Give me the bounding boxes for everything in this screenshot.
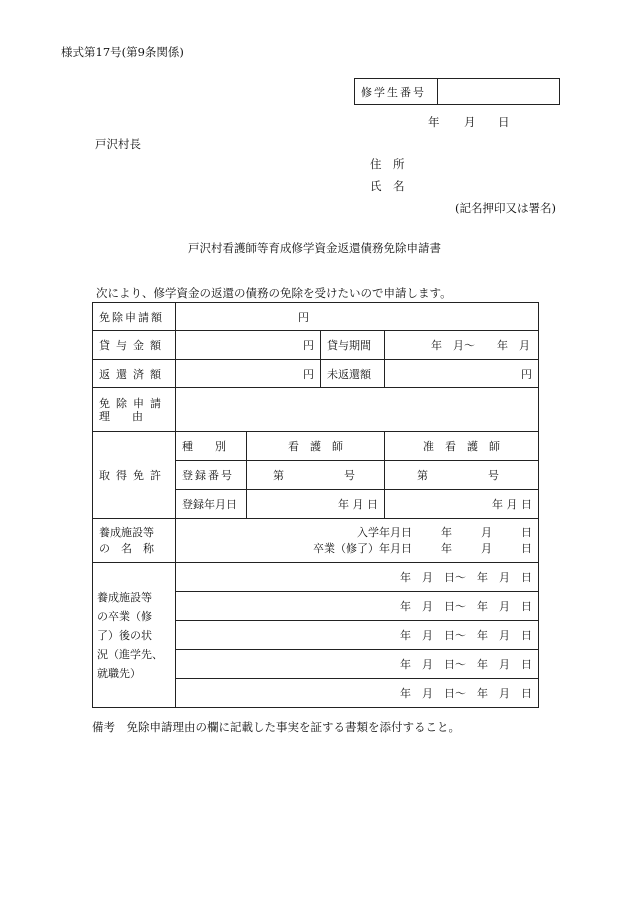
graduation-date-label: 卒業（修了）年月日 (313, 541, 412, 555)
admission-day: 日 (521, 525, 532, 539)
loan-amount-field[interactable] (176, 331, 321, 360)
assoc-registration-field[interactable] (385, 461, 539, 490)
repaid-field[interactable] (176, 360, 321, 388)
status-label-line4: 況（進学先、 (97, 647, 163, 661)
remarks: 備考 免除申請理由の欄に記載した事実を証する書類を添付すること。 (92, 720, 460, 734)
status-label-line1: 養成施設等 (97, 590, 152, 604)
assoc-reg-gou: 号 (488, 469, 499, 482)
status-row-1[interactable]: 年 月 日～ 年 月 日 (176, 563, 539, 592)
facility-label (93, 519, 176, 563)
date-day: 日 (498, 115, 510, 129)
admission-date-row (182, 525, 532, 541)
repaid-yen: 円 (303, 367, 314, 381)
status-label (93, 563, 176, 708)
nurse-registration-date-field[interactable]: 年 月 日 (247, 490, 385, 519)
status-row-5[interactable]: 年 月 日～ 年 月 日 (176, 679, 539, 708)
unpaid-yen: 円 (521, 367, 532, 381)
name-label: 氏 名 (370, 179, 405, 193)
assoc-reg-dai: 第 (417, 469, 428, 482)
unpaid-label: 未返還額 (321, 360, 385, 388)
status-label-line5: 就職先） (97, 666, 141, 680)
unpaid-field[interactable] (385, 360, 539, 388)
repaid-label: 返還済額 (93, 360, 176, 388)
reason-label-line1: 免除申請 (99, 396, 167, 410)
reason-label (93, 388, 176, 432)
admission-year: 年 (441, 525, 452, 539)
loan-period-field[interactable]: 年 月～ 年 月 (385, 331, 539, 360)
nurse-reg-gou: 号 (344, 469, 355, 482)
registration-number-label: 登録番号 (176, 461, 247, 490)
document-title: 戸沢村看護師等育成修学資金返還債務免除申請書 (188, 241, 441, 255)
loan-period-label: 貸与期間 (321, 331, 385, 360)
facility-field[interactable] (176, 519, 539, 563)
form-number: 様式第17号(第9条関係) (61, 45, 184, 59)
nurse-reg-dai: 第 (273, 469, 284, 482)
admission-month: 月 (481, 525, 492, 539)
graduation-date-row (182, 541, 532, 557)
addressee: 戸沢村長 (95, 137, 141, 151)
address-label: 住 所 (370, 157, 405, 171)
graduation-day: 日 (521, 541, 532, 555)
admission-date-label: 入学年月日 (357, 525, 412, 539)
status-row-2[interactable]: 年 月 日～ 年 月 日 (176, 592, 539, 621)
student-number-field[interactable] (438, 79, 560, 105)
student-number-label: 修学生番号 (355, 79, 438, 105)
nurse-registration-field[interactable] (247, 461, 385, 490)
intro-text: 次により、修学資金の返還の債務の免除を受けたいので申請します。 (96, 286, 452, 300)
status-row-3[interactable]: 年 月 日～ 年 月 日 (176, 621, 539, 650)
date-year: 年 (428, 115, 440, 129)
date-month: 月 (464, 115, 476, 129)
license-nurse: 看 護 師 (247, 432, 385, 461)
license-assoc-nurse: 准 看 護 師 (385, 432, 539, 461)
status-row-4[interactable]: 年 月 日～ 年 月 日 (176, 650, 539, 679)
assoc-registration-date-field[interactable]: 年 月 日 (385, 490, 539, 519)
graduation-month: 月 (481, 541, 492, 555)
status-label-line2: の卒業（修 (97, 609, 152, 623)
student-number-box (354, 78, 560, 105)
license-type-label: 種 別 (176, 432, 247, 461)
facility-label-line2: の 名 称 (99, 541, 154, 555)
graduation-year: 年 (441, 541, 452, 555)
status-label-line3: 了）後の状 (97, 628, 152, 642)
loan-amount-label: 貸与金額 (93, 331, 176, 360)
exempt-amount-field[interactable] (176, 303, 539, 331)
facility-label-line1: 養成施設等 (99, 525, 154, 539)
exempt-amount-yen: 円 (298, 310, 309, 324)
signature-note: (記名押印又は署名) (455, 201, 556, 215)
application-table (92, 302, 539, 708)
exempt-amount-label: 免除申請額 (93, 303, 176, 331)
reason-label-line2: 理 由 (99, 409, 143, 423)
loan-amount-yen: 円 (303, 339, 314, 352)
license-label: 取得免許 (93, 432, 176, 519)
reason-field[interactable] (176, 388, 539, 432)
registration-date-label: 登録年月日 (176, 490, 247, 519)
